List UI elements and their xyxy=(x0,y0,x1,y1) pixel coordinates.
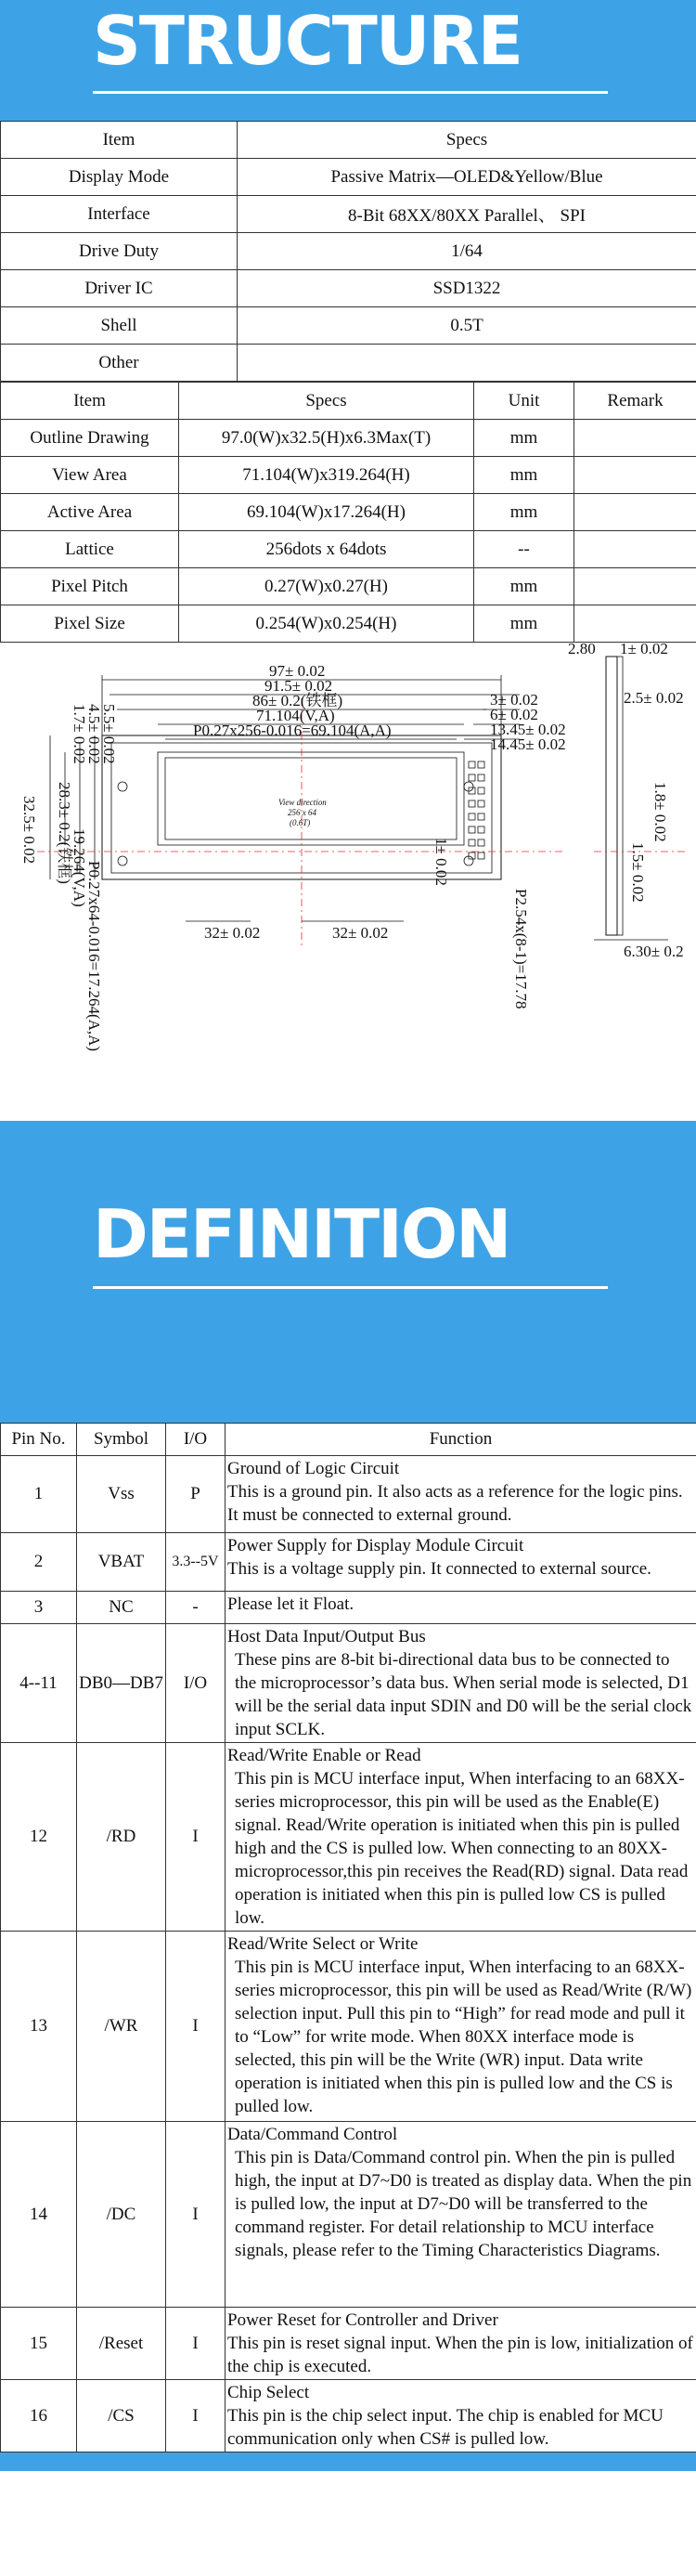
dimension-header-cell: Specs xyxy=(179,383,474,420)
pin-pad xyxy=(469,800,475,807)
dim-97: 97± 0.02 xyxy=(269,662,326,680)
dimension-row xyxy=(1,531,696,568)
pin-row xyxy=(1,1932,696,2122)
pin-io-cell: P xyxy=(166,1456,226,1533)
pin-io-cell: I xyxy=(166,2122,226,2308)
pin-function-cell xyxy=(226,1624,696,1743)
pin-header-cell: Symbol xyxy=(77,1424,166,1456)
pin-io-cell: I/O xyxy=(166,1624,226,1743)
dim-b-32-right: 32± 0.02 xyxy=(332,924,389,942)
dimension-cell: 97.0(W)x32.5(H)x6.3Max(T) xyxy=(179,420,474,457)
spec-row xyxy=(1,270,696,307)
dimension-cell xyxy=(574,605,696,643)
view-direction-label: View direction xyxy=(278,798,327,807)
pin-row xyxy=(1,2308,696,2380)
dimension-row xyxy=(1,605,696,643)
dimension-cell: mm xyxy=(474,457,574,494)
pin-symbol-cell: NC xyxy=(77,1592,166,1624)
pin-number-cell: 15 xyxy=(1,2308,77,2380)
pin-io-cell: 3.3--5V xyxy=(166,1533,226,1592)
dim-r-14: 14.45± 0.02 xyxy=(490,735,566,753)
pin-symbol-cell: /DC xyxy=(77,2122,166,2308)
dimension-row xyxy=(1,494,696,531)
definition-rule xyxy=(93,1286,608,1289)
structure-rule xyxy=(93,91,608,94)
dimension-header-cell: Item xyxy=(1,383,179,420)
pin-function-title: Data/Command Control xyxy=(227,2125,398,2144)
bottom-bar xyxy=(0,2452,696,2471)
pin-number-cell: 13 xyxy=(1,1932,77,2122)
dimension-cell: Outline Drawing xyxy=(1,420,179,457)
pin-io-cell: I xyxy=(166,2308,226,2380)
spec-header-cell: Specs xyxy=(238,122,696,159)
pin-number-cell: 14 xyxy=(1,2122,77,2308)
pin-pad xyxy=(478,813,484,820)
spec-value-cell: 8-Bit 68XX/80XX Parallel、 SPI xyxy=(238,196,696,233)
spec-item-cell: Drive Duty xyxy=(1,233,238,270)
dim-r-6: 6± 0.02 xyxy=(490,706,538,723)
dim-91-5: 91.5± 0.02 xyxy=(264,677,333,695)
pin-pad xyxy=(469,774,475,781)
side-dim-2-5: 2.5± 0.02 xyxy=(624,689,684,707)
dim-active-w: P0.27x256-0.016=69.104(A,A) xyxy=(193,722,392,739)
dim-86: 86± 0.2(铁框) xyxy=(252,692,343,709)
pin-io-cell: I xyxy=(166,1932,226,2122)
pin-function-title: Power Supply for Display Module Circuit xyxy=(227,1536,524,1555)
side-view-glass xyxy=(617,657,623,935)
pin-function-cell xyxy=(226,1592,696,1624)
dim-l-32-5: 32.5± 0.02 xyxy=(20,796,38,865)
pin-function-cell xyxy=(226,1932,696,2122)
dimension-cell: mm xyxy=(474,568,574,605)
dimension-cell xyxy=(574,494,696,531)
pin-io-cell: - xyxy=(166,1592,226,1624)
pin-symbol-cell: VBAT xyxy=(77,1533,166,1592)
dimension-cell: Lattice xyxy=(1,531,179,568)
pin-symbol-cell: /CS xyxy=(77,2380,166,2452)
pin-symbol-cell: /Reset xyxy=(77,2308,166,2380)
definition-title: DEFINITION xyxy=(93,1195,510,1273)
dimension-cell: 0.27(W)x0.27(H) xyxy=(179,568,474,605)
pin-function-cell xyxy=(226,2308,696,2380)
view-thickness-label: (0.6T) xyxy=(290,818,311,827)
pin-function-cell xyxy=(226,1533,696,1592)
spec-value-cell xyxy=(238,345,696,382)
pin-pad xyxy=(469,839,475,846)
pin-function-description: This pin is Data/Command control pin. When the pin is pulled high, the input at D7~D0 is treated as display data. When the pin is pulled low, the input at D7~D0 will be transferred to the command register. For detail relationship to MCU interface signals, please refer to the Timing Characteristics Diagrams. xyxy=(235,2148,692,2260)
dimension-cell: -- xyxy=(474,531,574,568)
structure-title: STRUCTURE xyxy=(93,2,522,80)
pin-function-cell xyxy=(226,2380,696,2452)
pin-row xyxy=(1,1624,696,1743)
spec-item-cell: Shell xyxy=(1,307,238,345)
spec-item-cell: Driver IC xyxy=(1,270,238,307)
mechanical-drawing xyxy=(0,643,696,1121)
dim-l-active-h: P0.27x64-0.016=17.264(A,A) xyxy=(85,861,103,1052)
spec-row xyxy=(1,345,696,382)
spec-row xyxy=(1,196,696,233)
pin-pad xyxy=(478,761,484,768)
dimension-cell xyxy=(574,457,696,494)
pin-symbol-cell: DB0—DB7 xyxy=(77,1624,166,1743)
pin-function-title: Power Reset for Controller and Driver xyxy=(227,2310,498,2330)
pin-io-cell: I xyxy=(166,2380,226,2452)
pin-function-description: These pins are 8-bit bi-directional data bus to be connected to the microprocessor’s data bus. When serial mode is selected, D1 will be the serial data input SDIN and D0 will be the serial clock input SCLK. xyxy=(235,1650,692,1739)
pin-number-cell: 3 xyxy=(1,1592,77,1624)
mount-hole-left-top xyxy=(118,782,127,791)
side-view-body xyxy=(606,657,617,935)
pin-function-title: Ground of Logic Circuit xyxy=(227,1459,400,1478)
pin-symbol-cell: Vss xyxy=(77,1456,166,1533)
pin-header-cell: Pin No. xyxy=(1,1424,77,1456)
side-dim-1-5: 1.5± 0.02 xyxy=(629,842,647,903)
spec-row xyxy=(1,159,696,196)
dimension-cell: 71.104(W)x319.264(H) xyxy=(179,457,474,494)
view-resolution-label: 256 x 64 xyxy=(288,808,316,817)
pin-header-cell: I/O xyxy=(166,1424,226,1456)
dimension-cell: 0.254(W)x0.254(H) xyxy=(179,605,474,643)
pin-row xyxy=(1,1592,696,1624)
dim-pin-1: 1± 0.02 xyxy=(432,838,450,886)
pin-function-title: Read/Write Select or Write xyxy=(227,1934,419,1954)
dimension-row xyxy=(1,420,696,457)
dimension-row xyxy=(1,457,696,494)
pin-definition-table xyxy=(0,1423,696,2452)
dimension-header-row xyxy=(1,383,696,420)
pin-number-cell: 2 xyxy=(1,1533,77,1592)
dimension-cell: Pixel Size xyxy=(1,605,179,643)
pin-function-description: This is a ground pin. It also acts as a reference for the logic pins. It must be connected to external ground. xyxy=(227,1482,683,1525)
pin-number-cell: 16 xyxy=(1,2380,77,2452)
spec-item-cell: Display Mode xyxy=(1,159,238,196)
dim-l-4-5: 4.5± 0.02 xyxy=(85,704,103,764)
pin-function-title: Please let it Float. xyxy=(227,1594,354,1614)
pin-pad xyxy=(478,774,484,781)
pin-header-cell: Function xyxy=(226,1424,696,1456)
structure-banner xyxy=(0,0,696,121)
dimension-cell xyxy=(574,531,696,568)
dim-r-3: 3± 0.02 xyxy=(490,691,538,709)
pin-symbol-cell: /WR xyxy=(77,1932,166,2122)
dim-71: 71.104(V,A) xyxy=(256,707,335,724)
spec-header-row xyxy=(1,122,696,159)
side-dim-6-30: 6.30± 0.2 xyxy=(624,943,684,960)
dimension-cell: mm xyxy=(474,494,574,531)
pin-header-row xyxy=(1,1424,696,1456)
pin-row xyxy=(1,1533,696,1592)
dimension-cell: mm xyxy=(474,420,574,457)
pin-function-description: This pin is MCU interface input, When interfacing to an 68XX-series microprocessor, this pin will be used as Read/Write (R/W) selection input. Pull this pin to “High” for read mode and pull it to “Low” for write mode. When 80XX interface mode is selected, this pin will be the Write (WR) input. Data write operation is initiated when this pin is pulled low and the CS is pulled low. xyxy=(235,1958,692,2116)
dimension-header-cell: Remark xyxy=(574,383,696,420)
spec-value-cell: 1/64 xyxy=(238,233,696,270)
pin-function-cell xyxy=(226,1456,696,1533)
pin-pad xyxy=(469,826,475,833)
dim-r-13: 13.45± 0.02 xyxy=(490,721,566,738)
pin-function-title: Host Data Input/Output Bus xyxy=(227,1627,426,1646)
pin-pad xyxy=(478,826,484,833)
dimension-table xyxy=(0,382,696,643)
dim-l-5-5: 5.5± 0.02 xyxy=(100,704,118,764)
pin-function-description: This is a voltage supply pin. It connected to external source. xyxy=(227,1559,651,1579)
pin-function-title: Chip Select xyxy=(227,2383,310,2402)
dim-l-28-3: 28.3± 0.2(铁框) xyxy=(56,782,73,884)
definition-banner xyxy=(0,1121,696,1423)
dim-l-1-7: 1.7± 0.02 xyxy=(71,704,88,764)
dimension-cell: Active Area xyxy=(1,494,179,531)
dim-pin-pitch: P2.54x(8-1)=17.78 xyxy=(512,889,530,1009)
pin-row xyxy=(1,2380,696,2452)
pin-pad xyxy=(478,852,484,859)
side-dim-1-8: 1.8± 0.02 xyxy=(651,782,669,842)
dimension-cell: Pixel Pitch xyxy=(1,568,179,605)
dimension-cell: 256dots x 64dots xyxy=(179,531,474,568)
mount-hole-left-bottom xyxy=(118,856,127,865)
dim-b-32-left: 32± 0.02 xyxy=(204,924,261,942)
spec-value-cell: Passive Matrix—OLED&Yellow/Blue xyxy=(238,159,696,196)
spec-item-cell: Interface xyxy=(1,196,238,233)
pin-symbol-cell: /RD xyxy=(77,1743,166,1932)
spec-table xyxy=(0,121,696,382)
pin-pad xyxy=(478,839,484,846)
pin-number-cell: 12 xyxy=(1,1743,77,1932)
pin-pad xyxy=(469,813,475,820)
pin-pad xyxy=(478,787,484,794)
spec-row xyxy=(1,233,696,270)
dimension-row xyxy=(1,568,696,605)
pin-header xyxy=(469,761,484,859)
pin-row xyxy=(1,1743,696,1932)
pin-function-cell xyxy=(226,2122,696,2308)
spec-header-cell: Item xyxy=(1,122,238,159)
dimension-cell xyxy=(574,420,696,457)
dimension-header-cell: Unit xyxy=(474,383,574,420)
pin-pad xyxy=(478,800,484,807)
pin-function-description: This pin is MCU interface input, When interfacing to an 68XX-series microprocessor, this pin will be used as the Enable(E) signal. Read/Write operation is initiated when this pin is pulled high and the CS is pulled low. When connecting to an 80XX-microprocessor,this pin receives the Read(RD) signal. Data read operation is initiated when this pin is pulled low CS is pulled low. xyxy=(235,1769,689,1928)
pin-row xyxy=(1,2122,696,2308)
outline-drawing-svg xyxy=(0,643,696,1121)
spec-item-cell: Other xyxy=(1,345,238,382)
pin-number-cell: 1 xyxy=(1,1456,77,1533)
dimension-cell: View Area xyxy=(1,457,179,494)
side-dim-2-80: 2.80 xyxy=(568,643,596,657)
pin-function-title: Read/Write Enable or Read xyxy=(227,1746,421,1765)
pin-function-description: This pin is reset signal input. When the pin is low, initialization of the chip is executed. xyxy=(227,2334,693,2376)
pin-io-cell: I xyxy=(166,1743,226,1932)
spec-row xyxy=(1,307,696,345)
dimension-cell xyxy=(574,568,696,605)
spec-value-cell: SSD1322 xyxy=(238,270,696,307)
dimension-cell: mm xyxy=(474,605,574,643)
side-dim-1: 1± 0.02 xyxy=(620,643,668,657)
spec-value-cell: 0.5T xyxy=(238,307,696,345)
pin-function-cell xyxy=(226,1743,696,1932)
pin-row xyxy=(1,1456,696,1533)
pin-pad xyxy=(469,761,475,768)
pin-number-cell: 4--11 xyxy=(1,1624,77,1743)
dimension-cell: 69.104(W)x17.264(H) xyxy=(179,494,474,531)
dim-l-19: 19.264(V,A) xyxy=(71,828,88,907)
pin-function-description: This pin is the chip select input. The chip is enabled for MCU communication only when CS# is pulled low. xyxy=(227,2406,664,2449)
